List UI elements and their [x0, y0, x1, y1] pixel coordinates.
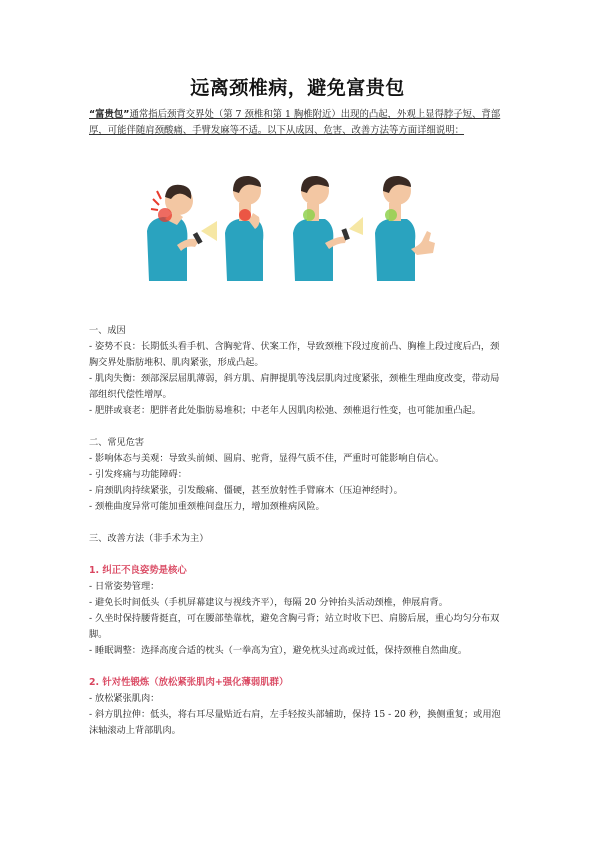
subheading-correct-posture: 1. 纠正不良姿势是核心 — [89, 565, 187, 576]
section-heading-harms: 二、常见危害 — [89, 437, 145, 448]
intro-term: “富贵包” — [89, 109, 130, 120]
pain-spot-icon — [158, 208, 172, 222]
intro-paragraph — [89, 107, 506, 139]
methods-item: - 斜方肌拉伸：低头，将右耳尽量贴近右肩，左手轻按头部辅助，保持 15 - 20 秒，换侧重复；或用泡沫轴滚动上背部肌肉。 — [89, 709, 501, 736]
screen-light-icon-2 — [349, 217, 363, 235]
spacer — [89, 547, 506, 563]
pain-mark-icon — [151, 191, 161, 210]
spacer — [89, 515, 506, 531]
figure-bad-posture-phone — [147, 185, 217, 281]
document-title: 远离颈椎病，避免富贵包 — [190, 77, 405, 99]
posture-illustration — [89, 169, 506, 287]
figure-good-posture-phone — [293, 176, 363, 281]
relief-spot-icon — [303, 209, 315, 221]
methods-item: - 放松紧张肌肉： — [89, 693, 160, 704]
causes-item: - 肥胖或衰老：肥胖者此处脂肪易堆积；中老年人因肌肉松弛、颈椎退行性变，也可能加重凸起。 — [89, 405, 481, 416]
figure-neck-pain — [225, 176, 263, 281]
figure-thumbs-up — [375, 176, 435, 281]
harms-item: - 肩颈肌肉持续紧张，引发酸痛、僵硬，甚至放射性手臂麻木（压迫神经时）。 — [89, 485, 403, 496]
article-body — [89, 323, 506, 739]
methods-item: - 日常姿势管理： — [89, 581, 160, 592]
spacer — [89, 419, 506, 435]
section-heading-causes: 一、成因 — [89, 325, 126, 336]
causes-item: - 肌肉失衡：颈部深层屈肌薄弱，斜方肌、肩胛提肌等浅层肌肉过度紧张，颈椎生理曲度改变，带动局部组织代偿性增厚。 — [89, 373, 500, 400]
harms-item: - 影响体态与美观：导致头前倾、圆肩、驼背，显得气质不佳，严重时可能影响自信心。 — [89, 453, 445, 464]
spacer — [89, 659, 506, 675]
harms-item: - 引发疼痛与功能障碍： — [89, 469, 187, 480]
intro-text: 通常指后颈背交界处（第 7 颈椎和第 1 胸椎附近）出现的凸起，外观上显得脖子短、背部厚，可能伴随肩颈酸痛、手臂发麻等不适。以下从成因、危害、改善方法等方面详细说明： — [89, 109, 501, 136]
neck-pain-spot-icon — [239, 209, 251, 221]
posture-figures-svg — [135, 169, 455, 287]
subheading-targeted-exercise: 2. 针对性锻炼（放松紧张肌肉+强化薄弱肌群） — [89, 677, 289, 688]
methods-item: - 避免长时间低头（手机屏幕建议与视线齐平），每隔 20 分钟抬头活动颈椎，伸展肩背。 — [89, 597, 448, 608]
relief-spot-icon-2 — [385, 209, 397, 221]
methods-item: - 久坐时保持腰背挺直，可在腰部垫靠枕，避免含胸弓背；站立时收下巴、肩膀后展，重心均匀分布双脚。 — [89, 613, 500, 640]
section-heading-methods: 三、改善方法（非手术为主） — [89, 533, 209, 544]
causes-item: - 姿势不良：长期低头看手机、含胸驼背、伏案工作，导致颈椎下段过度前凸、胸椎上段过度后凸，颈胸交界处脂肪堆积、肌肉紧张，形成凸起。 — [89, 341, 500, 368]
methods-item: - 睡眠调整：选择高度合适的枕头（一拳高为宜），避免枕头过高或过低，保持颈椎自然曲度。 — [89, 645, 468, 656]
harms-item: - 颈椎曲度异常可能加重颈椎间盘压力，增加颈椎病风险。 — [89, 501, 325, 512]
screen-light-icon — [201, 221, 217, 241]
